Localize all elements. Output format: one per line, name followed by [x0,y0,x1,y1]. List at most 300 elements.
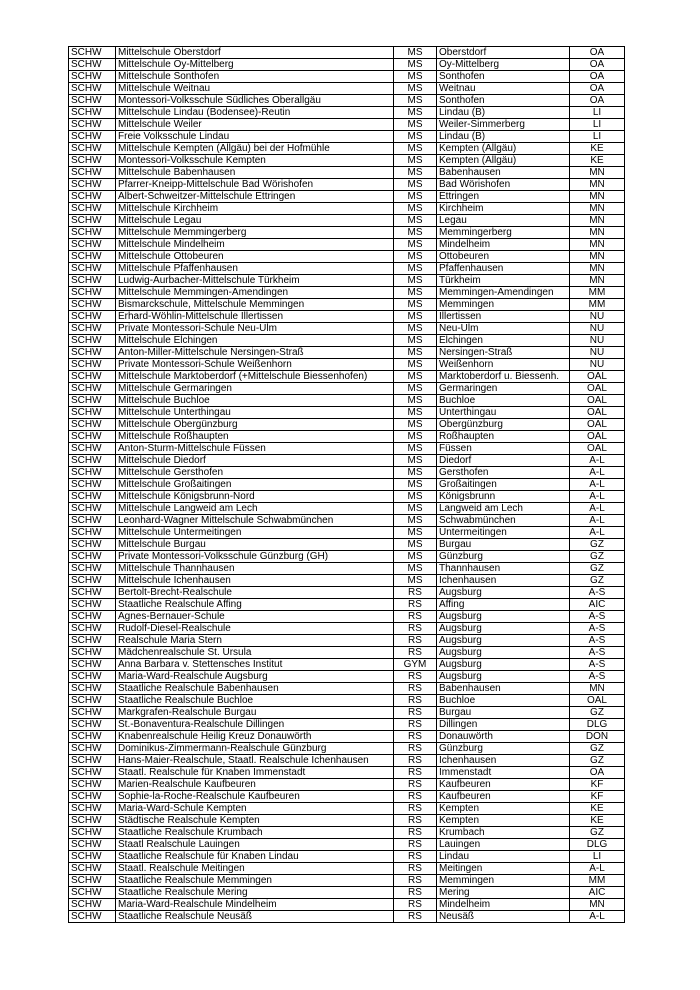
region-cell: SCHW [69,671,116,683]
school-name-cell: Mittelschule Legau [116,215,394,227]
district-code-cell: MN [570,215,625,227]
region-cell: SCHW [69,431,116,443]
location-cell: Immenstadt [437,767,570,779]
school-name-cell: Mittelschule Marktoberdorf (+Mittelschule Biessenhofen) [116,371,394,383]
school-type-cell: RS [394,899,437,911]
region-cell: SCHW [69,767,116,779]
region-cell: SCHW [69,83,116,95]
school-type-cell: RS [394,803,437,815]
school-name-cell: Private Montessori-Schule Weißenhorn [116,359,394,371]
district-code-cell: MN [570,191,625,203]
location-cell: Günzburg [437,743,570,755]
school-type-cell: MS [394,479,437,491]
school-type-cell: MS [394,407,437,419]
region-cell: SCHW [69,323,116,335]
location-cell: Günzburg [437,551,570,563]
table-row [69,527,625,539]
district-code-cell: AIC [570,599,625,611]
school-name-cell: Mittelschule Königsbrunn-Nord [116,491,394,503]
table-row [69,695,625,707]
table-row [69,587,625,599]
school-name-cell: Anton-Sturm-Mittelschule Füssen [116,443,394,455]
region-cell: SCHW [69,467,116,479]
location-cell: Kempten [437,803,570,815]
region-cell: SCHW [69,635,116,647]
school-name-cell: Mittelschule Untermeitingen [116,527,394,539]
table-row [69,71,625,83]
district-code-cell: A-S [570,587,625,599]
school-name-cell: Realschule Maria Stern [116,635,394,647]
location-cell: Affing [437,599,570,611]
school-type-cell: RS [394,779,437,791]
region-cell: SCHW [69,311,116,323]
location-cell: Memmingerberg [437,227,570,239]
table-row [69,371,625,383]
district-code-cell: OA [570,767,625,779]
table-row [69,851,625,863]
school-type-cell: RS [394,719,437,731]
school-name-cell: Maria-Ward-Realschule Augsburg [116,671,394,683]
school-name-cell: Mittelschule Weiler [116,119,394,131]
district-code-cell: MN [570,275,625,287]
district-code-cell: NU [570,311,625,323]
school-type-cell: RS [394,731,437,743]
region-cell: SCHW [69,287,116,299]
school-type-cell: RS [394,623,437,635]
school-name-cell: St.-Bonaventura-Realschule Dillingen [116,719,394,731]
school-type-cell: MS [394,347,437,359]
school-type-cell: RS [394,695,437,707]
region-cell: SCHW [69,755,116,767]
region-cell: SCHW [69,455,116,467]
region-cell: SCHW [69,95,116,107]
table-row [69,863,625,875]
school-name-cell: Mittelschule Weitnau [116,83,394,95]
district-code-cell: MN [570,239,625,251]
table-row [69,503,625,515]
school-type-cell: MS [394,263,437,275]
district-code-cell: MN [570,179,625,191]
district-code-cell: OA [570,71,625,83]
school-name-cell: Bismarckschule, Mittelschule Memmingen [116,299,394,311]
table-row [69,419,625,431]
school-type-cell: MS [394,503,437,515]
table-row [69,167,625,179]
location-cell: Augsburg [437,623,570,635]
school-name-cell: Mittelschule Germaringen [116,383,394,395]
school-name-cell: Mittelschule Obergünzburg [116,419,394,431]
table-row [69,467,625,479]
table-row [69,827,625,839]
school-type-cell: RS [394,755,437,767]
region-cell: SCHW [69,443,116,455]
school-name-cell: Private Montessori-Volksschule Günzburg (GH) [116,551,394,563]
school-type-cell: MS [394,83,437,95]
school-name-cell: Mittelschule Babenhausen [116,167,394,179]
region-cell: SCHW [69,143,116,155]
school-type-cell: MS [394,455,437,467]
school-type-cell: RS [394,587,437,599]
school-name-cell: Mittelschule Unterthingau [116,407,394,419]
school-name-cell: Staatliche Realschule für Knaben Lindau [116,851,394,863]
school-name-cell: Mittelschule Gersthofen [116,467,394,479]
region-cell: SCHW [69,863,116,875]
school-name-cell: Mittelschule Oberstdorf [116,47,394,59]
location-cell: Ichenhausen [437,575,570,587]
table-row [69,659,625,671]
district-code-cell: OAL [570,371,625,383]
region-cell: SCHW [69,623,116,635]
region-cell: SCHW [69,383,116,395]
region-cell: SCHW [69,227,116,239]
district-code-cell: OAL [570,407,625,419]
school-name-cell: Hans-Maier-Realschule, Staatl. Realschule Ichenhausen [116,755,394,767]
region-cell: SCHW [69,395,116,407]
location-cell: Bad Wörishofen [437,179,570,191]
location-cell: Lauingen [437,839,570,851]
table-row [69,131,625,143]
table-row [69,707,625,719]
region-cell: SCHW [69,731,116,743]
district-code-cell: A-L [570,491,625,503]
school-name-cell: Montessori-Volksschule Südliches Oberallgäu [116,95,394,107]
district-code-cell: OAL [570,395,625,407]
district-code-cell: A-S [570,611,625,623]
district-code-cell: OAL [570,419,625,431]
location-cell: Kempten [437,815,570,827]
district-code-cell: AIC [570,887,625,899]
region-cell: SCHW [69,215,116,227]
region-cell: SCHW [69,299,116,311]
table-row [69,155,625,167]
location-cell: Kaufbeuren [437,791,570,803]
district-code-cell: KF [570,779,625,791]
table-row [69,839,625,851]
location-cell: Burgau [437,707,570,719]
district-code-cell: A-L [570,911,625,923]
school-name-cell: Leonhard-Wagner Mittelschule Schwabmünchen [116,515,394,527]
school-type-cell: MS [394,167,437,179]
location-cell: Dillingen [437,719,570,731]
region-cell: SCHW [69,359,116,371]
school-type-cell: RS [394,827,437,839]
district-code-cell: DLG [570,839,625,851]
school-type-cell: MS [394,395,437,407]
school-name-cell: Staatliche Realschule Buchloe [116,695,394,707]
school-name-cell: Mittelschule Kempten (Allgäu) bei der Hofmühle [116,143,394,155]
table-row [69,899,625,911]
school-name-cell: Mittelschule Elchingen [116,335,394,347]
location-cell: Diedorf [437,455,570,467]
region-cell: SCHW [69,371,116,383]
district-code-cell: A-L [570,503,625,515]
location-cell: Ottobeuren [437,251,570,263]
table-row [69,47,625,59]
district-code-cell: A-L [570,479,625,491]
district-code-cell: GZ [570,755,625,767]
school-type-cell: MS [394,119,437,131]
district-code-cell: MN [570,227,625,239]
region-cell: SCHW [69,803,116,815]
table-row [69,443,625,455]
table-row [69,539,625,551]
table-row [69,347,625,359]
location-cell: Sonthofen [437,95,570,107]
table-row [69,227,625,239]
school-type-cell: MS [394,131,437,143]
table-row [69,107,625,119]
region-cell: SCHW [69,119,116,131]
school-type-cell: MS [394,527,437,539]
table-row [69,95,625,107]
region-cell: SCHW [69,59,116,71]
district-code-cell: MM [570,287,625,299]
location-cell: Kempten (Allgäu) [437,155,570,167]
school-name-cell: Knabenrealschule Heilig Kreuz Donauwörth [116,731,394,743]
region-cell: SCHW [69,131,116,143]
region-cell: SCHW [69,887,116,899]
school-name-cell: Mittelschule Sonthofen [116,71,394,83]
school-name-cell: Mittelschule Diedorf [116,455,394,467]
school-type-cell: MS [394,323,437,335]
school-name-cell: Mittelschule Memmingerberg [116,227,394,239]
school-type-cell: MS [394,575,437,587]
location-cell: Weißenhorn [437,359,570,371]
district-code-cell: GZ [570,563,625,575]
school-table [68,46,625,923]
district-code-cell: OAL [570,383,625,395]
district-code-cell: OA [570,47,625,59]
school-type-cell: MS [394,287,437,299]
location-cell: Elchingen [437,335,570,347]
table-row [69,287,625,299]
table-row [69,791,625,803]
region-cell: SCHW [69,263,116,275]
region-cell: SCHW [69,335,116,347]
school-type-cell: RS [394,635,437,647]
school-name-cell: Mittelschule Kirchheim [116,203,394,215]
school-type-cell: RS [394,683,437,695]
region-cell: SCHW [69,203,116,215]
location-cell: Augsburg [437,671,570,683]
location-cell: Gersthofen [437,467,570,479]
table-row [69,179,625,191]
school-type-cell: MS [394,191,437,203]
school-type-cell: RS [394,743,437,755]
school-name-cell: Dominikus-Zimmermann-Realschule Günzburg [116,743,394,755]
table-row [69,731,625,743]
location-cell: Neu-Ulm [437,323,570,335]
table-row [69,335,625,347]
school-name-cell: Markgrafen-Realschule Burgau [116,707,394,719]
school-name-cell: Staatliche Realschule Neusäß [116,911,394,923]
table-row [69,263,625,275]
school-type-cell: MS [394,179,437,191]
table-row [69,623,625,635]
school-type-cell: MS [394,239,437,251]
school-type-cell: RS [394,647,437,659]
region-cell: SCHW [69,575,116,587]
table-row [69,683,625,695]
school-type-cell: MS [394,251,437,263]
district-code-cell: MN [570,251,625,263]
location-cell: Augsburg [437,611,570,623]
school-type-cell: RS [394,611,437,623]
school-type-cell: MS [394,47,437,59]
district-code-cell: GZ [570,575,625,587]
school-type-cell: MS [394,467,437,479]
school-name-cell: Ludwig-Aurbacher-Mittelschule Türkheim [116,275,394,287]
table-row [69,143,625,155]
region-cell: SCHW [69,839,116,851]
location-cell: Augsburg [437,635,570,647]
district-code-cell: OA [570,83,625,95]
district-code-cell: KE [570,803,625,815]
district-code-cell: MM [570,299,625,311]
region-cell: SCHW [69,611,116,623]
table-row [69,815,625,827]
school-type-cell: MS [394,107,437,119]
table-row [69,575,625,587]
location-cell: Füssen [437,443,570,455]
table-row [69,479,625,491]
region-cell: SCHW [69,239,116,251]
school-table-body [69,47,625,923]
school-name-cell: Staatliche Realschule Affing [116,599,394,611]
table-row [69,407,625,419]
school-type-cell: RS [394,815,437,827]
school-type-cell: RS [394,671,437,683]
location-cell: Königsbrunn [437,491,570,503]
school-type-cell: MS [394,311,437,323]
school-name-cell: Staatliche Realschule Krumbach [116,827,394,839]
school-name-cell: Agnes-Bernauer-Schule [116,611,394,623]
region-cell: SCHW [69,695,116,707]
district-code-cell: KF [570,791,625,803]
district-code-cell: LI [570,107,625,119]
table-row [69,83,625,95]
location-cell: Babenhausen [437,167,570,179]
region-cell: SCHW [69,791,116,803]
location-cell: Buchloe [437,395,570,407]
table-row [69,275,625,287]
district-code-cell: LI [570,131,625,143]
region-cell: SCHW [69,899,116,911]
school-type-cell: MS [394,539,437,551]
region-cell: SCHW [69,779,116,791]
table-row [69,875,625,887]
location-cell: Weitnau [437,83,570,95]
table-row [69,359,625,371]
school-name-cell: Rudolf-Diesel-Realschule [116,623,394,635]
school-name-cell: Mittelschule Oy-Mittelberg [116,59,394,71]
table-row [69,551,625,563]
school-name-cell: Staatliche Realschule Memmingen [116,875,394,887]
district-code-cell: GZ [570,707,625,719]
region-cell: SCHW [69,707,116,719]
district-code-cell: MN [570,263,625,275]
region-cell: SCHW [69,275,116,287]
location-cell: Donauwörth [437,731,570,743]
school-name-cell: Freie Volksschule Lindau [116,131,394,143]
school-type-cell: MS [394,515,437,527]
region-cell: SCHW [69,479,116,491]
school-type-cell: MS [394,95,437,107]
location-cell: Memmingen [437,875,570,887]
region-cell: SCHW [69,827,116,839]
school-name-cell: Mittelschule Ottobeuren [116,251,394,263]
region-cell: SCHW [69,587,116,599]
table-row [69,647,625,659]
school-type-cell: MS [394,383,437,395]
table-row [69,311,625,323]
location-cell: Unterthingau [437,407,570,419]
region-cell: SCHW [69,155,116,167]
school-name-cell: Anton-Miller-Mittelschule Nersingen-Straß [116,347,394,359]
school-name-cell: Marien-Realschule Kaufbeuren [116,779,394,791]
region-cell: SCHW [69,815,116,827]
school-name-cell: Staatliche Realschule Babenhausen [116,683,394,695]
school-name-cell: Sophie-la-Roche-Realschule Kaufbeuren [116,791,394,803]
school-name-cell: Mittelschule Ichenhausen [116,575,394,587]
region-cell: SCHW [69,347,116,359]
district-code-cell: A-L [570,467,625,479]
region-cell: SCHW [69,551,116,563]
region-cell: SCHW [69,539,116,551]
location-cell: Untermeitingen [437,527,570,539]
region-cell: SCHW [69,875,116,887]
location-cell: Oy-Mittelberg [437,59,570,71]
table-row [69,599,625,611]
school-name-cell: Mittelschule Buchloe [116,395,394,407]
school-type-cell: MS [394,155,437,167]
school-name-cell: Städtische Realschule Kempten [116,815,394,827]
table-row [69,671,625,683]
region-cell: SCHW [69,659,116,671]
school-type-cell: RS [394,839,437,851]
location-cell: Augsburg [437,587,570,599]
region-cell: SCHW [69,683,116,695]
location-cell: Memmingen [437,299,570,311]
location-cell: Buchloe [437,695,570,707]
region-cell: SCHW [69,719,116,731]
region-cell: SCHW [69,407,116,419]
region-cell: SCHW [69,107,116,119]
location-cell: Nersingen-Straß [437,347,570,359]
table-row [69,299,625,311]
school-name-cell: Maria-Ward-Schule Kempten [116,803,394,815]
school-type-cell: RS [394,875,437,887]
region-cell: SCHW [69,515,116,527]
location-cell: Lindau (B) [437,131,570,143]
location-cell: Burgau [437,539,570,551]
school-name-cell: Pfarrer-Kneipp-Mittelschule Bad Wörishofen [116,179,394,191]
school-type-cell: MS [394,335,437,347]
district-code-cell: OA [570,59,625,71]
school-type-cell: MS [394,551,437,563]
location-cell: Babenhausen [437,683,570,695]
location-cell: Mering [437,887,570,899]
school-type-cell: MS [394,419,437,431]
location-cell: Ichenhausen [437,755,570,767]
school-type-cell: RS [394,887,437,899]
location-cell: Memmingen-Amendingen [437,287,570,299]
table-row [69,515,625,527]
school-type-cell: MS [394,71,437,83]
location-cell: Großaitingen [437,479,570,491]
region-cell: SCHW [69,563,116,575]
district-code-cell: A-S [570,659,625,671]
